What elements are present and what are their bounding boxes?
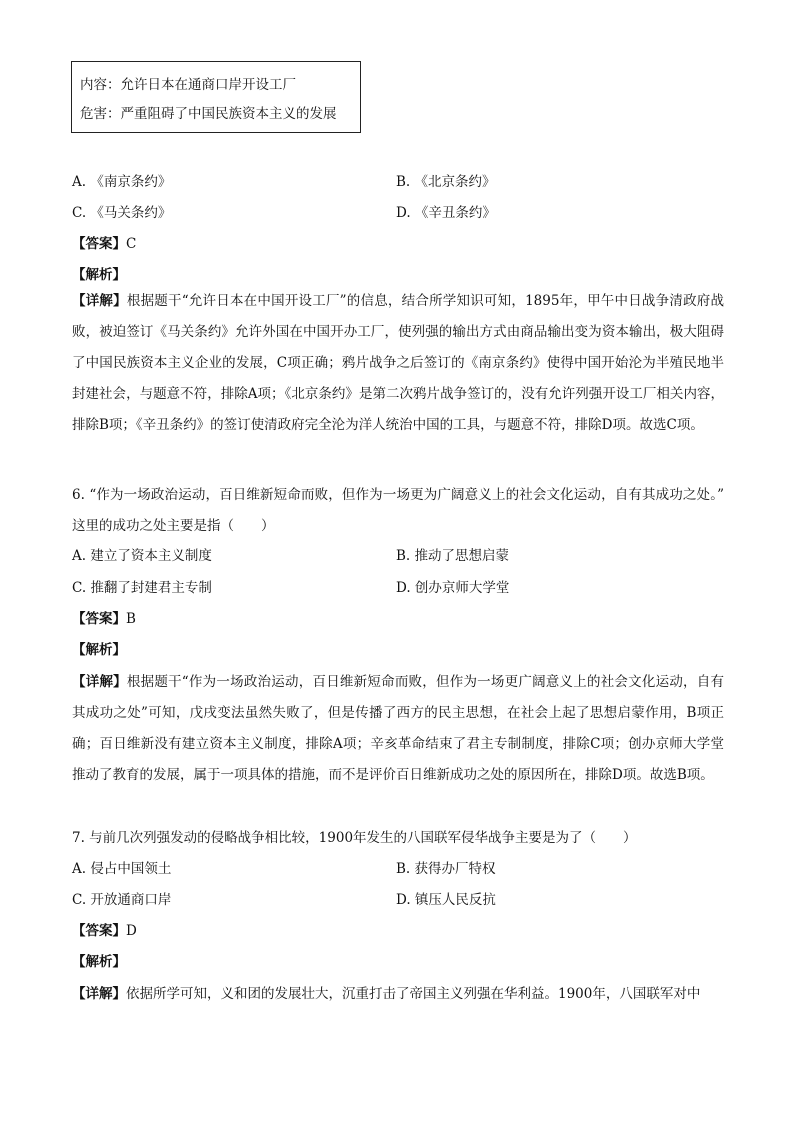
answer-value: D — [126, 923, 137, 939]
answer-label: 【答案】 — [72, 923, 126, 939]
q7-answer — [72, 921, 137, 941]
q5-answer — [72, 234, 136, 254]
q5-option-a: A. 《南京条约》 — [72, 174, 172, 190]
q5-analysis-label: 【解析】 — [72, 267, 126, 283]
q7-analysis-label: 【解析】 — [72, 954, 126, 970]
q6-option-a: A. 建立了资本主义制度 — [72, 548, 212, 564]
q6-option-d: D. 创办京师大学堂 — [396, 580, 510, 596]
detail-label: 【详解】 — [72, 293, 127, 309]
detail-text: 根据题干“作为一场政治运动，百日维新短命而败，但作为一场更广阔意义上的社会文化运动，自有其成功之处”可知，戊戌变法虽然失败了，但是传播了西方的民主思想，在社会上起了思想启蒙作用，B项正确；百日维新没有建立资本主义制度，排除A项；辛亥革命结束了君主专制制度，排除C项；创办京师大学堂推动了教育的发展，属于一项具体的措施，而不是评价百日维新成功之处的原因所在，排除D项。故选B项。 — [72, 674, 724, 783]
q6-answer — [72, 609, 136, 629]
q5-detail — [72, 286, 724, 441]
q5-option-b: B. 《北京条约》 — [396, 174, 496, 190]
q7-option-a: A. 侵占中国领土 — [72, 861, 172, 877]
info-box — [71, 61, 361, 133]
q6-analysis-label: 【解析】 — [72, 642, 126, 658]
answer-value: C — [126, 236, 137, 252]
answer-label: 【答案】 — [72, 611, 126, 627]
q7-option-d: D. 镇压人民反抗 — [396, 892, 496, 908]
q6-stem: 6. “作为一场政治运动，百日维新短命而败，但作为一场更为广阔意义上的社会文化运动，自有其成功之处。” 这里的成功之处主要是指（ ） — [72, 487, 724, 534]
box-harm: 危害：严重阻碍了中国民族资本主义的发展 — [80, 106, 337, 122]
q6-option-b: B. 推动了思想启蒙 — [396, 548, 510, 564]
answer-value: B — [126, 611, 136, 627]
q5-option-d: D. 《辛丑条约》 — [396, 205, 496, 221]
q7-option-c: C. 开放通商口岸 — [72, 892, 172, 908]
answer-label: 【答案】 — [72, 236, 126, 252]
q6-detail — [72, 667, 724, 791]
q6-option-c: C. 推翻了封建君主专制 — [72, 580, 212, 596]
detail-label: 【详解】 — [72, 986, 126, 1002]
detail-text: 根据题干“允许日本在中国开设工厂”的信息，结合所学知识可知，1895年，甲午中日战争清政府战败，被迫签订《马关条约》允许外国在中国开办工厂，使列强的输出方式由商品输出变为资本输出，极大阻碍了中国民族资本主义企业的发展，C项正确；鸦片战争之后签订的《南京条约》使得中国开始沦为半殖民地半封建社会，与题意不符，排除A项；《北京条约》是第二次鸦片战争签订的，没有允许列强开设工厂相关内容，排除B项；《辛丑条约》的签订使清政府完全沦为洋人统治中国的工具，与题意不符，排除D项。故选C项。 — [72, 293, 724, 433]
q7-stem: 7. 与前几次列强发动的侵略战争相比较，1900年发生的八国联军侵华战争主要是为了（ ） — [72, 830, 637, 846]
detail-text: 依据所学可知，义和团的发展壮大，沉重打击了帝国主义列强在华利益。1900年，八国联军对中 — [126, 986, 701, 1002]
detail-label: 【详解】 — [72, 674, 127, 690]
q7-option-b: B. 获得办厂特权 — [396, 861, 496, 877]
q7-detail — [72, 984, 700, 1004]
q5-option-c: C. 《马关条约》 — [72, 205, 172, 221]
box-content: 内容：允许日本在通商口岸开设工厂 — [80, 77, 296, 93]
